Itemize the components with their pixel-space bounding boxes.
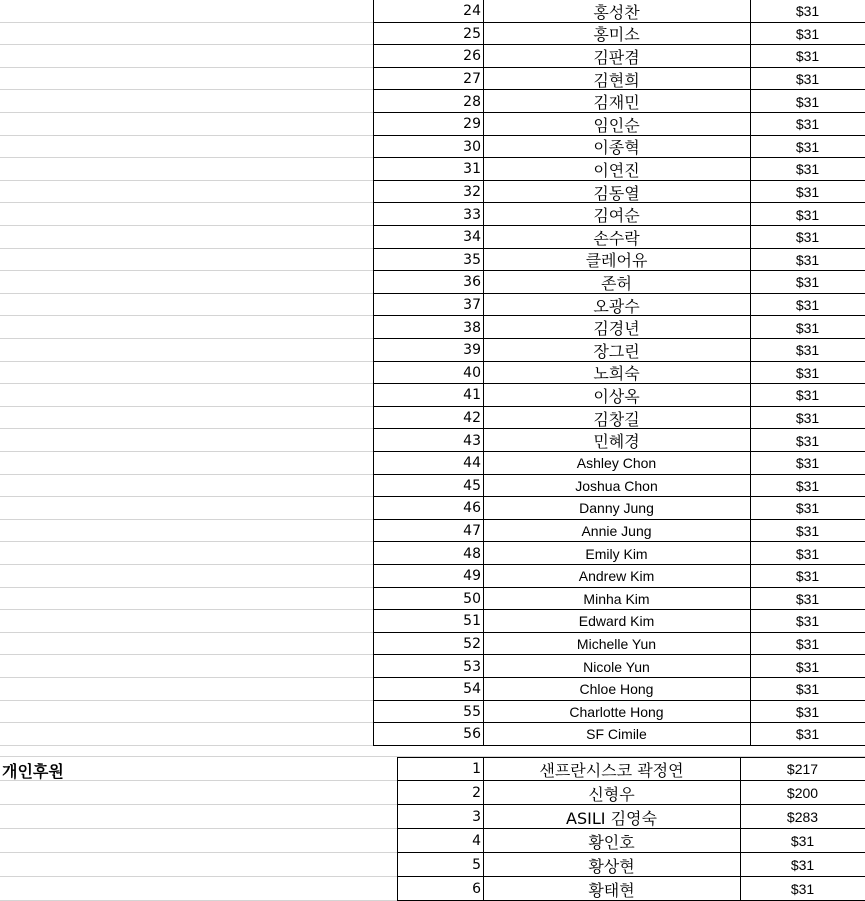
donor-name: 김창길: [593, 409, 640, 429]
row-number: 48: [463, 545, 481, 562]
donor-name: 노희숙: [593, 364, 640, 384]
donation-amount: $31: [795, 274, 820, 291]
row-number: 45: [463, 477, 481, 494]
donation-amount: $31: [795, 455, 820, 472]
row-number: 37: [463, 297, 481, 314]
table-row: [0, 294, 865, 317]
donation-amount: $31: [795, 116, 820, 133]
donor-name: 홍미소: [593, 25, 640, 45]
table-row: [0, 158, 865, 181]
row-number: 43: [463, 432, 481, 449]
row-number: 50: [463, 590, 481, 607]
donor-name: 이상옥: [593, 386, 640, 406]
donor-name: 존허: [601, 273, 632, 293]
donor-name: SF Cimile: [586, 726, 647, 743]
row-number: 6: [472, 881, 481, 897]
row-number: 56: [463, 726, 481, 743]
donor-name: 황태현: [588, 880, 635, 900]
donor-name: 김여순: [593, 206, 640, 226]
donation-amount: $31: [795, 319, 820, 336]
row-number: 54: [463, 681, 481, 698]
row-number: 34: [463, 229, 481, 246]
donor-name: Minha Kim: [583, 590, 650, 607]
row-number: 28: [463, 93, 481, 110]
donation-amount: $31: [795, 138, 820, 155]
row-number: 55: [463, 703, 481, 720]
donation-amount: $31: [795, 25, 820, 42]
donation-amount: $31: [790, 833, 815, 849]
donor-name: Nicole Yun: [583, 658, 650, 675]
donor-name: Ashley Chon: [576, 455, 657, 472]
donor-name: 김경년: [593, 319, 640, 339]
row-number: 32: [463, 184, 481, 201]
donation-amount: $31: [795, 410, 820, 427]
donor-name: 황상현: [588, 856, 635, 876]
table-row: [0, 316, 865, 339]
table-row: [0, 853, 865, 877]
donor-name: Joshua Chon: [575, 477, 658, 494]
donor-name: Annie Jung: [581, 523, 652, 540]
table-row: [0, 339, 865, 362]
donation-amount: $31: [795, 523, 820, 540]
table-row: [0, 723, 865, 746]
donation-amount: $31: [795, 48, 820, 65]
donation-amount: $31: [795, 184, 820, 201]
table-row: [0, 0, 865, 23]
row-number: 4: [472, 833, 481, 849]
donation-amount: $283: [786, 809, 819, 825]
donation-amount: $31: [790, 881, 815, 897]
donation-amount: $31: [795, 71, 820, 88]
row-number: 31: [463, 161, 481, 178]
table-row: [0, 23, 865, 46]
donation-amount: $217: [786, 761, 819, 777]
table-row: [0, 678, 865, 701]
table-row: [0, 829, 865, 853]
donation-amount: $31: [795, 432, 820, 449]
row-number: 52: [463, 636, 481, 653]
donation-amount: $31: [790, 857, 815, 873]
row-number: 44: [463, 455, 481, 472]
table-row: [0, 226, 865, 249]
row-number: 41: [463, 387, 481, 404]
donation-amount: $31: [795, 229, 820, 246]
table-row: [0, 203, 865, 226]
row-number: 35: [463, 251, 481, 268]
donation-amount: $200: [786, 785, 819, 801]
row-number: 27: [463, 71, 481, 88]
donation-amount: $31: [795, 636, 820, 653]
donor-name: Danny Jung: [579, 500, 654, 517]
donation-amount: $31: [795, 297, 820, 314]
donor-name: 장그린: [593, 341, 640, 361]
donor-name: 이연진: [593, 160, 640, 180]
donor-name: 이종혁: [593, 138, 640, 158]
donation-amount: $31: [795, 681, 820, 698]
donor-name: 클레어유: [585, 251, 648, 271]
row-number: 38: [463, 319, 481, 336]
row-number: 40: [463, 364, 481, 381]
row-number: 24: [463, 3, 481, 20]
donation-amount: $31: [795, 590, 820, 607]
donation-amount: $31: [795, 500, 820, 517]
donor-name: 김현희: [593, 70, 640, 90]
donation-amount: $31: [795, 206, 820, 223]
donation-amount: $31: [795, 93, 820, 110]
row-number: 51: [463, 613, 481, 630]
table-row: [0, 655, 865, 678]
table-row: [0, 45, 865, 68]
table-row: [0, 384, 865, 407]
donation-amount: $31: [795, 251, 820, 268]
row-number: 3: [472, 809, 481, 825]
table-row: [0, 113, 865, 136]
donation-amount: $31: [795, 568, 820, 585]
donor-name: Charlotte Hong: [569, 703, 664, 720]
donation-amount: $31: [795, 161, 820, 178]
donor-name: ASILI 김영숙: [566, 808, 657, 828]
row-number: 5: [472, 857, 481, 873]
table-row: [0, 781, 865, 805]
table-row: [0, 271, 865, 294]
table-row: [0, 701, 865, 724]
row-number: 26: [463, 48, 481, 65]
table-row: [0, 90, 865, 113]
donor-name: 신형우: [588, 784, 635, 804]
donation-amount: $31: [795, 545, 820, 562]
donor-name: 민혜경: [593, 432, 640, 452]
table-row: [0, 452, 865, 475]
donor-name: 황인호: [588, 832, 635, 852]
table-row: [0, 520, 865, 543]
row-number: 30: [463, 138, 481, 155]
row-number: 36: [463, 274, 481, 291]
row-number: 39: [463, 342, 481, 359]
table-row: [0, 362, 865, 385]
section-label-individual-sponsors: 개인후원: [2, 762, 64, 781]
row-number: 42: [463, 410, 481, 427]
donor-name: 김동열: [593, 183, 640, 203]
donor-name: 홍성찬: [593, 2, 640, 22]
donation-amount: $31: [795, 3, 820, 20]
table-row: [0, 181, 865, 204]
row-number: 29: [463, 116, 481, 133]
donor-name: 손수락: [593, 228, 640, 248]
row-number: 1: [472, 761, 481, 777]
table-row: [0, 805, 865, 829]
row-number: 46: [463, 500, 481, 517]
donation-amount: $31: [795, 726, 820, 743]
table-row: [0, 542, 865, 565]
table-row: [0, 633, 865, 656]
donation-amount: $31: [795, 364, 820, 381]
donor-name: Michelle Yun: [576, 636, 657, 653]
row-number: 2: [472, 785, 481, 801]
donor-name: 김재민: [593, 93, 640, 113]
donation-amount: $31: [795, 387, 820, 404]
table-row: [0, 610, 865, 633]
donor-name: Chloe Hong: [579, 681, 654, 698]
donor-name: 오광수: [593, 296, 640, 316]
table-row: [0, 249, 865, 272]
row-number: 49: [463, 568, 481, 585]
table-row: [0, 588, 865, 611]
table-row: [0, 407, 865, 430]
donor-name: Edward Kim: [578, 613, 655, 630]
table-row: [0, 429, 865, 452]
row-number: 53: [463, 658, 481, 675]
table-row: [0, 565, 865, 588]
table-row: [0, 877, 865, 901]
donation-amount: $31: [795, 342, 820, 359]
donor-name: Andrew Kim: [578, 568, 655, 585]
donation-amount: $31: [795, 658, 820, 675]
table-row: [0, 497, 865, 520]
donor-name: 임인순: [593, 115, 640, 135]
donation-amount: $31: [795, 477, 820, 494]
table-row: [0, 475, 865, 498]
row-number: 25: [463, 25, 481, 42]
donor-name: 김판겸: [593, 47, 640, 67]
donation-amount: $31: [795, 613, 820, 630]
donation-amount: $31: [795, 703, 820, 720]
donor-name: Emily Kim: [585, 545, 648, 562]
table-row: [0, 136, 865, 159]
table-row: [0, 68, 865, 91]
row-number: 33: [463, 206, 481, 223]
donor-name: 샌프란시스코 곽정연: [539, 760, 684, 780]
row-number: 47: [463, 523, 481, 540]
table-row: [0, 757, 865, 781]
